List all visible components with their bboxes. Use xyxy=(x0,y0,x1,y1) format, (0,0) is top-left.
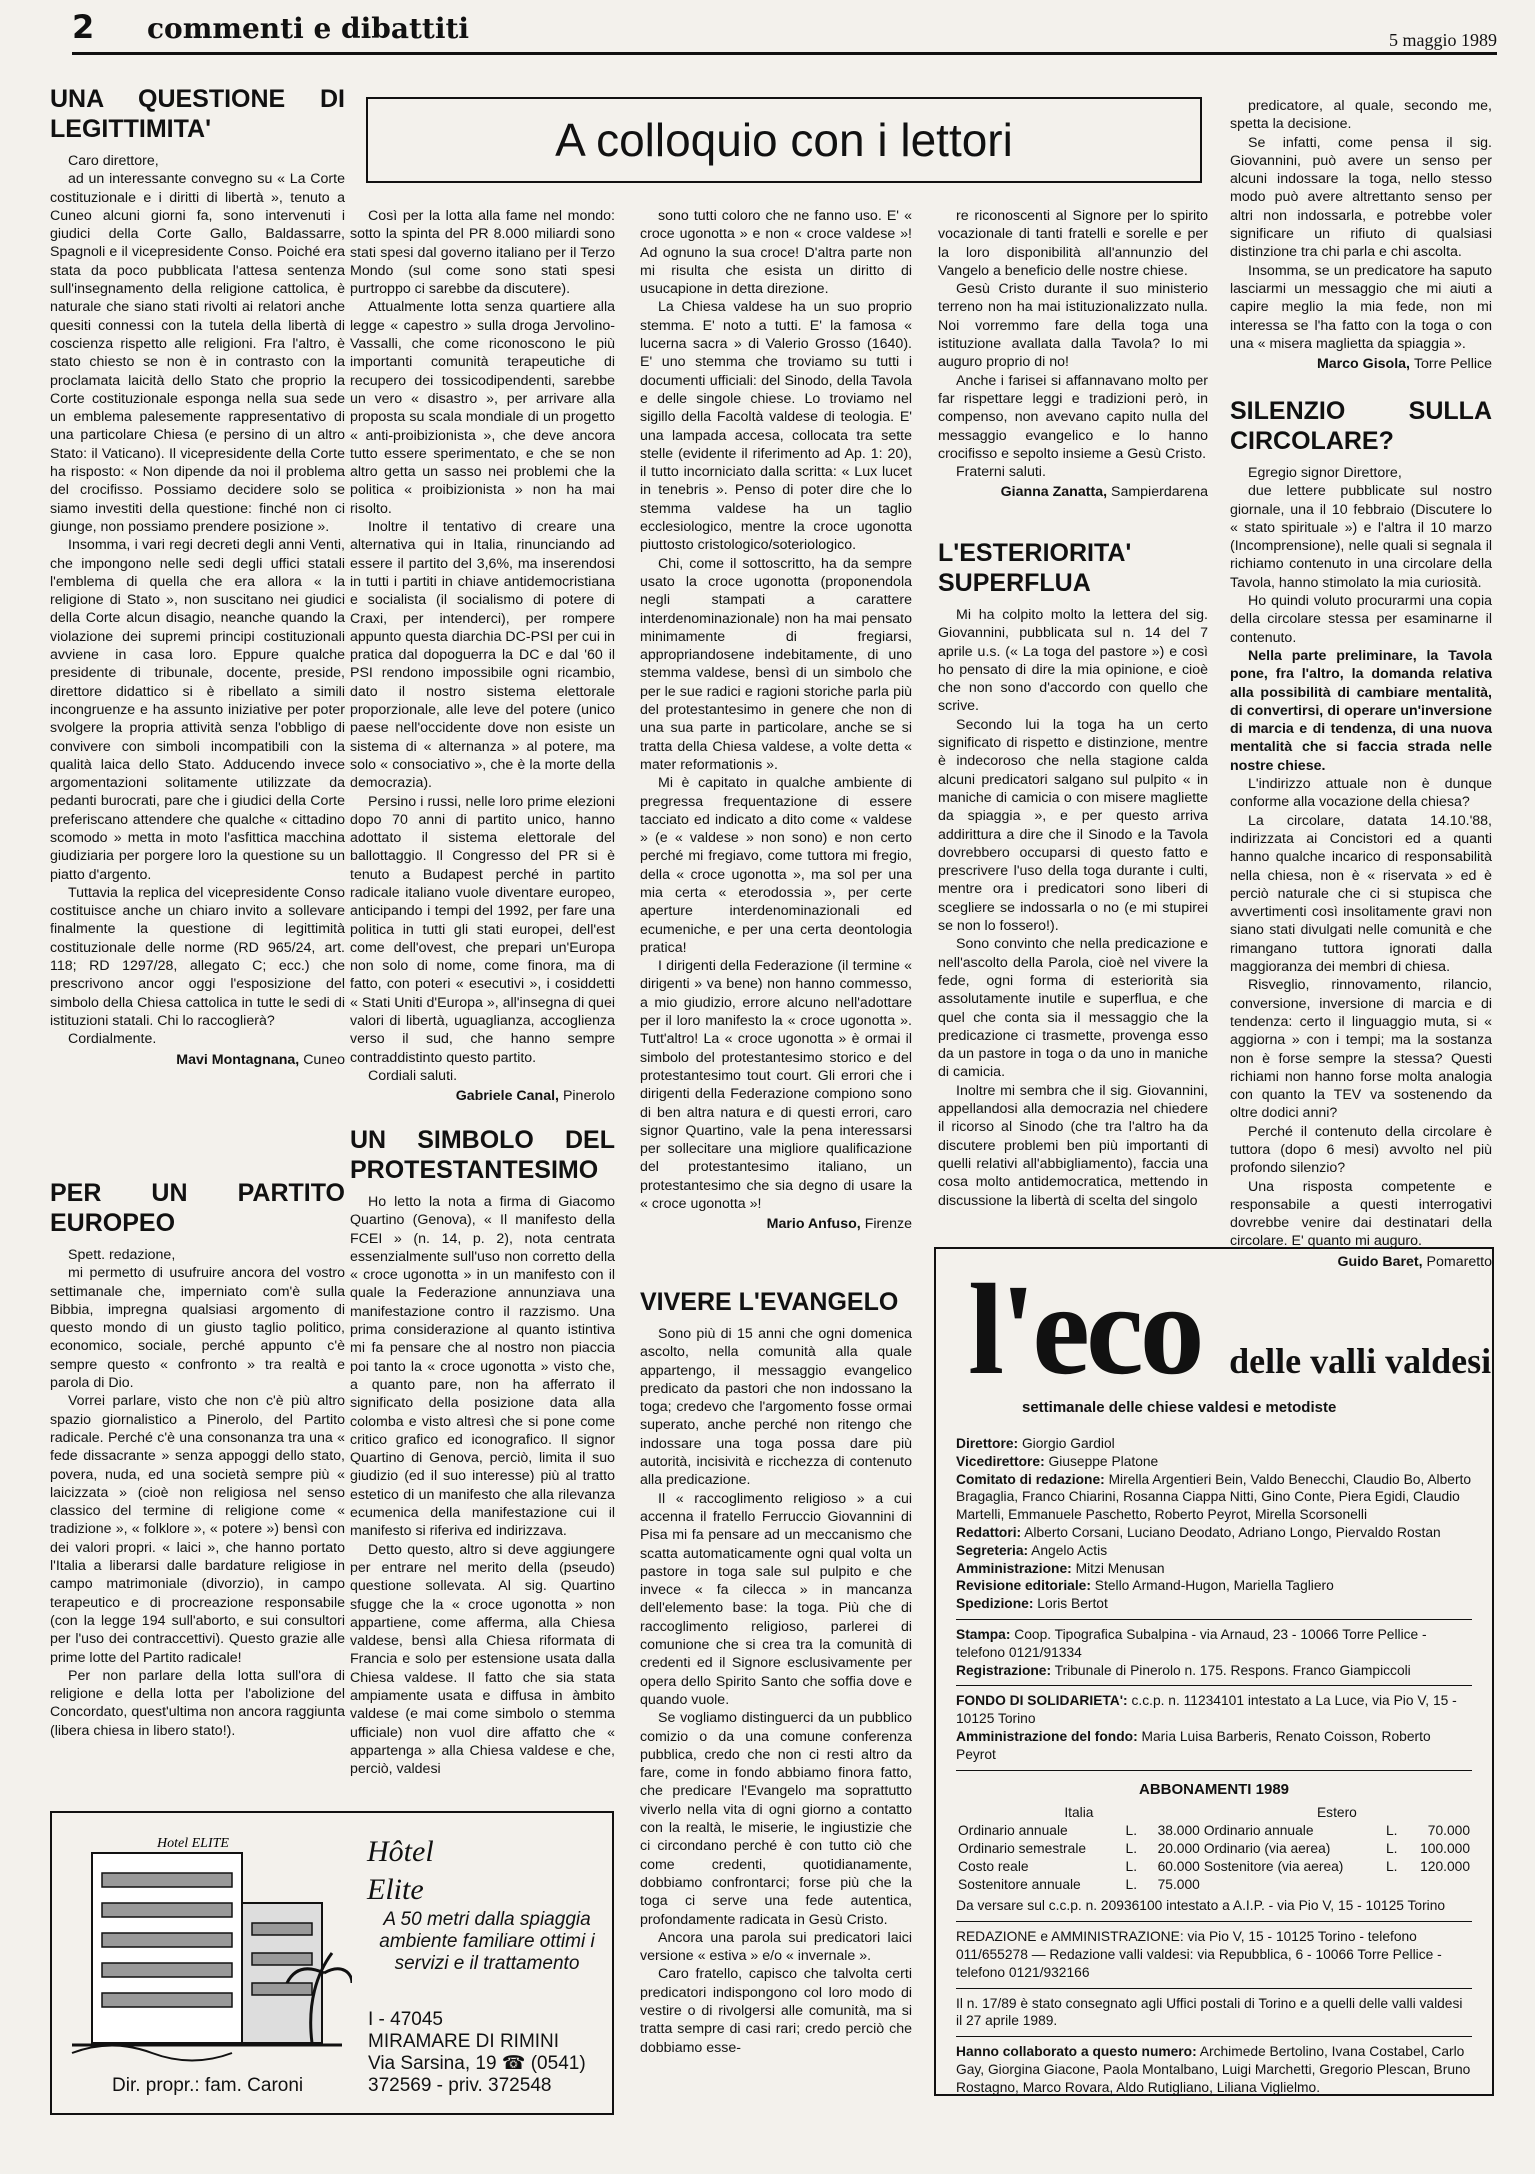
staff-label: Direttore: xyxy=(956,1436,1019,1451)
divider xyxy=(956,1685,1472,1686)
table-cell: 20.000 xyxy=(1157,1840,1200,1856)
staff-value: Alberto Corsani, Luciano Deodato, Adriano Longo, Piervaldo Rostan xyxy=(1024,1524,1441,1540)
signature: Gabriele Canal, Pinerolo xyxy=(455,1088,615,1105)
paragraph: predicatore, al quale, secondo me, spetta la decisione. xyxy=(1230,98,1492,133)
staff-label: Amministrazione: xyxy=(956,1560,1072,1576)
paragraph: Sono convinto che nella predicazione e nell'ascolto della Parola, cioè nel vivere la fede, ogni forma di esteriorità sia assolutamente inutile e superflua, e che quel che conta sia il messaggio che la predicazione ci trasmette, provenga esso da un pastore in toga o da uno in maniche di camicia. xyxy=(938,936,1208,1081)
article-esteriorita xyxy=(938,538,1208,1210)
divider xyxy=(956,1921,1472,1922)
paragraph: Caro direttore, xyxy=(68,153,159,169)
section-title: commenti e dibattiti xyxy=(147,12,470,45)
hotel-address xyxy=(368,2009,586,2097)
signature-town: Torre Pellice xyxy=(1413,356,1492,373)
signature-name: Marco Gisola xyxy=(1316,356,1407,373)
table-cell: L. xyxy=(1125,1876,1138,1892)
subscriptions-italy-head: Italia xyxy=(1064,1805,1094,1821)
paragraph: Perché il contenuto della circolare è tuttora (dopo 6 mesi) avvolto nel più profondo silenzio? xyxy=(1230,1123,1492,1177)
print-label: Registrazione: xyxy=(956,1662,1052,1678)
fund-label: Amministrazione del fondo: xyxy=(956,1728,1138,1744)
paragraph: I dirigenti della Federazione (il termine « dirigenti » va bene) non hanno commesso, a mio giudizio, errore alcuno nell'adottare per il loro manifesto la « croce ugonotta ». Tutt'altro! La « croce ugonotta » è ormai il simbolo del protestantesimo storico e del protestantesimo tout court. Gli errori che i dirigenti della Federazione compiono sono di ben altra natura e di questi errori, caro signor Quartino, vale la pena interessarsi per sollecitare una migliore qualificazione del protestantesimo italiano, un protestantesimo che sia degno di usare la « croce ugonotta »! xyxy=(640,958,912,1213)
staff-label: Spedizione: xyxy=(956,1596,1034,1612)
paragraph: re riconoscenti al Signore per lo spirito vocazionale di tanti fratelli e sorelle e per la loro disponibilità all'annunzio del Vangelo a beneficio delle nostre chiese. xyxy=(938,208,1208,279)
paragraph: Se vogliamo distinguerci da un pubblico comizio o da una comune conferenza pubblica, credo che non ci resti altro da fare, come in fondo abbiamo finora fatto, che predicare l'Evangelo ma soprattutto viverlo nella vita di ogni giorno a contatto con la realtà, le miserie, le ingiustizie che ci circondano perché è con tutto ciò che come credenti, quotidianamente, dobbiamo confrontarci; forse più che la toga ci serve una fede autentica, profondamente radicata in Gesù Cristo. xyxy=(640,1710,912,1928)
print-value: Tribunale di Pinerolo n. 175. Respons. Franco Giampiccoli xyxy=(1054,1662,1411,1678)
paragraph: Inoltre mi sembra che il sig. Giovannini, appellandosi alla democrazia nel chiedere il ricorso al Sinodo (che tra l'altro ha da discutere problemi ben più importanti di quelli relativi all'abbigliamento), faccia una cosa molto antidemocratica, mettendo in discussione la libertà di scelta del singolo xyxy=(938,1082,1208,1209)
paragraph: Egregio signor Direttore, xyxy=(1248,465,1402,481)
table-cell: L. xyxy=(1125,1858,1138,1874)
signature-town: Cuneo xyxy=(303,1051,345,1068)
paragraph: Insomma, i vari regi decreti degli anni Venti, che impongono nelle sedi degli uffici statali l'emblema di quella che era allora « la religione di Stato », non suscitano nei giudici della Corte alcun disagio, neanche quando la violazione dei supremi principi costituzionali avviene in casa loro. Eppure qualche presidente di tribunale, docente, preside, direttore didattico si è ribellato a simili incongruenze e ha assunto iniziative per poter svolgere la propria attività senza l'obbligo di convivere con simboli incompatibili con la qualità laica dello Stato. Adducendo invece argomentazioni solitamente utilizzate da pedanti burocrati, pare che i giudici della Corte preferiscano attendere che qualche « cittadino scomodo » metta in moto l'asfittica macchina giudiziaria per porgere loro la questione su un piatto d'argento. xyxy=(50,537,345,883)
paragraph: Ho quindi voluto procurarmi una copia della circolare stessa per esaminarne il contenuto. xyxy=(1230,593,1492,646)
table-cell: Costo reale xyxy=(958,1858,1029,1874)
table-cell: L. xyxy=(1385,1840,1398,1856)
hotel-phones: 372569 - priv. 372548 xyxy=(368,2075,552,2096)
paragraph: Risveglio, rinnovamento, rilancio, conversione, inversione di marcia e di tendenza: certo il linguaggio muta, si « aggiorna » con i tempi; ma la sostanza non è forse sempre la stessa? Questi richiami non hanno forse molta analogia con quanto la TEV va sostenendo da oltre dodici anni? xyxy=(1230,977,1492,1122)
divider xyxy=(956,1988,1472,1989)
article-body xyxy=(1230,464,1492,1251)
paragraph: Ho letto la nota a firma di Giacomo Quartino (Genova), « Il manifesto della FCEI » (n. 14, p. 2), nota centrata essenzialmente sull'uso non corretto della « croce ugonotta » in un manifesto con il quale la Federazione annunziava una manifestazione contro il razzismo. Una prima considerazione al quanto istintiva mi fa pensare che al nostro non piaccia poi tanto la « croce ugonotta » visto che, a quanto pare, non ha afferrato il significato della posizione data alla colomba e visto altresì che si pone come critico grafico ed iconografico. Il signor Quartino di Genova, perciò, limita il suo giudizio (ed il suo interesse) più al tratto estetico di un manifesto che alla rilevanza ecumenica della manifestazione cui il manifesto si riferiva ed indirizzava. xyxy=(350,1194,615,1540)
hotel-advertisement xyxy=(50,1811,614,2115)
hotel-name-line: Hôtel xyxy=(367,1835,434,1868)
hotel-postcode: I - 47045 xyxy=(368,2009,443,2030)
signature-town: Pomaretto xyxy=(1426,1253,1492,1270)
paragraph: Così per la lotta alla fame nel mondo: sotto la spinta del PR 8.000 miliardi sono stati spesi dal governo italiano per il Terzo Mondo (sul come sono stati spesi purtroppo ci sarebbe da discutere). xyxy=(350,208,615,298)
signature-name: Mavi Montagnana xyxy=(176,1051,296,1068)
table-row xyxy=(956,1858,1472,1876)
paragraph: Se infatti, come pensa il sig. Giovannini, può avere un senso per alcuni indossare la toga, nello stesso modo può avere altrettanto senso per altri non indossarla, e potrebbe voler significare un rifiuto di qualsiasi distinzione tra chi parla e chi ascolta. xyxy=(1230,134,1492,261)
paragraph: Il « raccoglimento religioso » a cui accenna il fratello Ferruccio Giovannini di Pisa mi fa pensare ad un meccanismo che scatta automaticamente ogni qual volta un pastore in toga sale sul pulpito e che invece « fa cilecca » in mancanza dell'elemento base: la toga. Più che di raccoglimento religioso, parlerei di comunione che si crea tra la comunità di credenti ed il Signore esclusivamente per opera dello Spirito Santo che soffia dove e quando vuole. xyxy=(640,1490,912,1708)
paragraph: mi permetto di usufruire ancora del vostro settimanale che, imperniato com'è sulla Bibbia, impregna qualsiasi argomento di questo mondo di un giusto taglio politico, economico, sociale, perché appunto c'è sempre questo « confronto » tra realtà e parola di Dio. xyxy=(50,1265,345,1392)
table-cell: Ordinario annuale xyxy=(1203,1823,1314,1839)
table-cell xyxy=(1404,1876,1472,1894)
fund-value: Maria Luisa Barberis, Renato Coisson, Roberto Peyrot xyxy=(956,1728,1431,1762)
paragraph: Sono più di 15 anni che ogni domenica ascolto, nella comunità alla quale appartengo, il messaggio evangelico predicato da pastori che non indossano la toga; credevo che l'argomento fosse ormai superato, anche perché non ritengo che indossare una toga possa dare più autorità, incisività e ricchezza di contenuto alla predicazione. xyxy=(640,1326,912,1489)
paragraph: Cordiali saluti. xyxy=(368,1067,458,1084)
article-simbolo-continued xyxy=(640,207,912,1234)
article-partito-europeo-continued xyxy=(350,207,615,1106)
paragraph: Secondo lui la toga ha un certo significato di rispetto e distinzione, mentre è indecoroso che nella stagione calda alcuni predicatori salgano sul pulpito « in maniche di camicia o con misere magliette da spiaggia », e per questo arriva addirittura a dire che il Sinodo e la Tavola dovrebbero occuparsi di questo fatto e prescrivere l'uso della toga durante i culti, mentre ora i predicatori sono liberi di scegliere se indossarla o no (e mi stupirei se non lo fossero!). xyxy=(938,716,1208,935)
table-row xyxy=(956,1840,1472,1858)
issue-date: 5 maggio 1989 xyxy=(1389,30,1497,50)
paragraph: Persino i russi, nelle loro prime elezioni dopo 70 anni di partito unico, hanno adottato il sistema elettorale del ballottaggio. Il Congresso del PR si è tenuto a Budapest perché in partito radicale italiano vuole diventare europeo, anticipando i tempi del 1992, per fare una politica in tutti gli stati europei, dell'est come dell'ovest, che prepari un'Europa non solo di nome, come finora, ma di fatto, con poteri « esecutivi », i cosiddetti « Stati Uniti d'Europa », all'insegna di quei valori di libertà, uguaglianza, accoglienza verso il sud, che hanno sempre contraddistinto questo partito. xyxy=(350,793,615,1066)
table-cell: Ordinario annuale xyxy=(958,1823,1068,1839)
table-cell: 38.000 xyxy=(1157,1823,1200,1839)
paragraph: Nella parte preliminare, la Tavola pone, fra l'altro, la domanda relativa alla possibilità di cambiare mentalità, di convertirsi, di operare un'inversione di marcia e di tendenza, di una nuova mentalità che si faccia strada nelle nostre chiese. xyxy=(1230,647,1492,774)
paragraph: due lettere pubblicate sul nostro giornale, una il 10 febbraio (Discutere lo « stato spirituale ») e l'altra il 10 marzo (Incomprensione), nelle quali si segnala il richiamo contenuto in una circolare della Tavola, hanno stimolato la mia curiosità. xyxy=(1230,483,1492,591)
hotel-owner: Dir. propr.: fam. Caroni xyxy=(112,2075,304,2096)
contributors-list: Archimede Bertolino, Ivana Costabel, Carlo Gay, Giorgina Giacone, Paola Montalbano, Luigi Marchetti, Gregorio Plescan, Bruno Rostagno, Marco Rovara, Aldo Rutigliano, Liliana Viglielmo. xyxy=(956,2044,1471,2095)
paragraph: Tuttavia la replica del vicepresidente Conso costituisce anche un chiaro invito a sollevare finalmente la questione di legittimità costituzionale delle norme (RD 965/24, art. 118; RD 1297/28, allegato C; ecc.) che prescrivono ancor oggi l'esposizione del simbolo della Chiesa cattolica in tutte le sedi di istituzioni statali. Chi lo raccoglierà? xyxy=(50,884,345,1029)
table-cell: L. xyxy=(1125,1823,1138,1839)
hotel-building-illustration xyxy=(62,1823,352,2073)
print-value: Coop. Tipografica Subalpina - via Arnaud, 23 - 10066 Torre Pellice - telefono 0121/91334 xyxy=(956,1626,1427,1660)
article-una-questione xyxy=(50,84,345,1069)
signature: Guido Baret, Pomaretto xyxy=(1337,1253,1492,1270)
table-cell: Ordinario semestrale xyxy=(958,1840,1087,1856)
section-banner: A colloquio con i lettori xyxy=(366,97,1202,183)
staff-label: Segreteria: xyxy=(956,1542,1029,1558)
staff-label: Revisione editoriale: xyxy=(956,1578,1091,1594)
colophon-box xyxy=(934,1247,1494,2096)
staff-value: Mirella Argentieri Bein, Valdo Benecchi, Claudio Bo, Alberto Bragaglia, Franco Chiarini, Rosanna Ciappa Nitti, Gino Conte, Piera Egidi, Claudio Martelli, Emmanuele Paschetto, Roberto Peyrot, Mirella Scorsonelli xyxy=(956,1471,1472,1523)
table-cell: Sostenitore annuale xyxy=(958,1876,1081,1892)
staff-value: Mitzi Menusan xyxy=(1075,1560,1165,1576)
table-cell: 100.000 xyxy=(1420,1840,1470,1856)
staff-label: Redattori: xyxy=(956,1524,1022,1540)
article-partito-europeo xyxy=(50,1178,345,1740)
staff-value: Giuseppe Platone xyxy=(1048,1453,1159,1469)
table-cell: L. xyxy=(1125,1840,1138,1856)
hotel-tagline: A 50 metri dalla spiaggia ambiente familiare ottimi i servizi e il trattamento xyxy=(379,1909,595,1974)
paragraph: Inoltre il tentativo di creare una alternativa qui in Italia, rinunciando ad essere il partito del 3,6%, ma inserendosi in tutti i partiti in chiave antidemocristiana e socialista (il socialismo di potere di Craxi, per intenderci), per rompere appunto questa diarchia DC-PSI per cui in pratica dal dopoguerra la DC e dal '60 il PSI rendono impossibile ogni ricambio, dato il nostro sistema elettorale proporzionale, alle leve del potere (unico paese nell'occidente dove non esiste un sistema di « alternanza » al potere, ma solo « consociativo », che è la morte della democrazia). xyxy=(350,519,615,792)
editorial-address: REDAZIONE e AMMINISTRAZIONE: via Pio V, 15 - 10125 Torino - telefono 011/655278 — Redazione valli valdesi: via Repubblica, 6 - 10066 Torre Pellice - telefono 0121/932166 xyxy=(956,1929,1442,1980)
fund-label: FONDO DI SOLIDARIETA': xyxy=(956,1693,1128,1709)
colophon-body xyxy=(956,1435,1472,2097)
paragraph: La circolare, datata 14.10.'88, indirizzata ai Concistori ed a quanti hanno qualche incarico di responsabilità nella chiesa, non è « riservata » ed è perciò naturale che ci si stupisca che avvertimenti così insolitamente gravi non siano stati divulgati nelle comunità e che rimangano tuttora ignorati dalla maggioranza dei membri di chiesa. xyxy=(1230,812,1492,976)
signature-name: Gianna Zanatta xyxy=(1000,484,1104,501)
paragraph: Gesù Cristo durante il suo ministerio terreno non ha mai istituzionalizzato nulla. Noi vorremmo fare della toga una istituzione avallata dalla Tavola? Io mi auguro proprio di no! xyxy=(938,281,1208,371)
paragraph: Mi ha colpito molto la lettera del sig. Giovannini, pubblicata sul n. 14 del 7 aprile u.s. (« La toga del pastore ») e così ho pensato di dire la mia opinione, e cioè che non sono d'accordo con quello che scrive. xyxy=(938,607,1208,715)
newspaper-subtitle: settimanale delle chiese valdesi e metodiste xyxy=(1022,1399,1337,1416)
article-vivere-evangelo xyxy=(640,1287,912,2057)
paragraph: Cordialmente. xyxy=(68,1031,157,1048)
signature: Gianna Zanatta, Sampierdarena xyxy=(1000,484,1208,501)
delivery-notice: Il n. 17/89 è stato consegnato agli Uffici postali di Torino e a quelli delle valli valdesi il 27 aprile 1989. xyxy=(956,1995,1463,2029)
paragraph: La Chiesa valdese ha un suo proprio stemma. E' noto a tutti. E' la famosa « lucerna sacra » di Valerio Grosso (1640). E' uno stemma che troviamo su tutti i documenti ufficiali: del Sinodo, della Tavola e delle singole chiese. Lo troviamo nel sigillo della Facoltà valdese di teologia. E' una lampada accesa, collocata tra sette stelle (evidente il riferimento ad Ap. 1: 20), il tutto incorniciato dalla scritta: « Lux lucet in tenebris ». Penso di poter dire che lo stemma valdese ha un taglio ecclesiologico, mentre la croce ugonotta piuttosto cristologico/soteriologico. xyxy=(640,299,912,554)
subscriptions-table xyxy=(956,1804,1472,1893)
divider xyxy=(956,1619,1472,1620)
signature-name: Gabriele Canal xyxy=(455,1088,556,1105)
table-cell: L. xyxy=(1385,1823,1398,1839)
table-row xyxy=(956,1876,1472,1894)
contributors xyxy=(956,2043,1472,2096)
article-esteriorita-continued xyxy=(1230,97,1492,373)
signature-town: Pinerolo xyxy=(562,1088,615,1105)
signature-name: Mario Anfuso xyxy=(766,1216,857,1233)
paragraph: Ancora una parola sui predicatori laici versione « estiva » e/o « invernale ». xyxy=(640,1929,912,1965)
payment-info: Da versare sul c.c.p. n. 20936100 intestato a A.I.P. - via Pio V, 15 - 10125 Torino xyxy=(956,1898,1446,1914)
table-cell xyxy=(1384,1876,1404,1894)
table-row xyxy=(956,1822,1472,1840)
article-headline: L'ESTERIORITA' SUPERFLUA xyxy=(938,539,1132,597)
paragraph: Attualmente lotta senza quartiere alla legge « capestro » sulla droga Jervolino-Vassalli, che come riconoscono le più importanti comunità terapeutiche di recupero dei tossicodipendenti, sarebbe un vero « disastro », per arrivare alla proposta su scala mondiale di un progetto « anti-proibizionista », che deve ancora tutto essere sperimentato, e che se non altro getta un sasso nei problemi che la politica « proibizionista » non ha mai risolto. xyxy=(350,299,615,517)
paragraph: Caro fratello, capisco che talvolta certi predicatori indispongono col loro modo di vestire o di rivolgersi alle comunità, ma si tratta sempre di casi rari; credo perciò che dobbiamo esse- xyxy=(640,1966,912,2056)
article-body xyxy=(50,1246,345,1740)
hotel-sign-text: Hotel ELITE xyxy=(157,1836,229,1851)
paragraph: Per non parlare della lotta sull'ora di religione e della lotta per l'abolizione del Concordato, quest'ultima non ancora raggiunta (libera chiesa in libero stato!). xyxy=(50,1667,345,1739)
divider xyxy=(956,2036,1472,2037)
signature: Mario Anfuso, Firenze xyxy=(766,1216,912,1233)
contributors-label: Hanno collaborato a questo numero: xyxy=(956,2044,1197,2060)
paragraph: Una risposta competente e responsabile a questi interrogativi dovrebbe venire dai destinatari della circolare. E' quanto mi auguro. xyxy=(1230,1178,1492,1250)
signature-name: Guido Baret xyxy=(1337,1253,1419,1270)
hotel-name-line: Elite xyxy=(367,1873,424,1906)
table-cell: 120.000 xyxy=(1420,1858,1470,1874)
article-body xyxy=(350,1193,615,1779)
page-header xyxy=(72,8,1497,55)
fund-value: c.c.p. n. 11234101 intestato a La Luce, via Pio V, 15 - 10125 Torino xyxy=(956,1693,1457,1727)
article-silenzio xyxy=(1230,396,1492,1271)
hotel-city: MIRAMARE DI RIMINI xyxy=(368,2031,560,2052)
signature-town: Firenze xyxy=(864,1216,912,1233)
staff-list xyxy=(956,1435,1472,1613)
subscriptions-title: ABBONAMENTI 1989 xyxy=(1138,1780,1290,1798)
print-label: Stampa: xyxy=(956,1626,1011,1642)
paragraph: Mi è capitato in qualche ambiente di pregressa frequentazione di essere tacciato ed indicato a dito come « valdese » (e « valdese » non sono) e non certo perché mi fregiavo, come tuttora mi fregio, della « croce ugonotta », ma sol per una mia certa « eterodossia », per certe aperture interdenominazionali ed ecumeniche, e per una certa deontologia pratica! xyxy=(640,775,912,956)
staff-label: Comitato di redazione: xyxy=(956,1471,1105,1487)
paragraph: Detto questo, altro si deve aggiungere per entrare nel merito della (pseudo) questione sollevata. Al sig. Quartino sfugge che la « croce ugonotta » non appartiene, come afferma, alla Chiesa valdese, bensì alla Chiesa riformata di Francia e solo per estensione usata dalla Chiesa valdese. Il fatto che sia stata ampiamente usata e diffusa in àmbito valdese (e mai come simbolo o stemma ufficiale) non vuol dire affatto che « appartenga » alla Chiesa valdese e che, perciò, valdesi xyxy=(350,1541,615,1778)
article-headline: UN SIMBOLO DEL PROTESTANTESIMO xyxy=(350,1126,615,1184)
table-cell: 70.000 xyxy=(1427,1823,1470,1839)
table-cell: 75.000 xyxy=(1157,1876,1200,1892)
paragraph: Fraterni saluti. xyxy=(956,464,1046,481)
table-cell: Sostenitore (via aerea) xyxy=(1203,1858,1344,1874)
table-cell: 60.000 xyxy=(1157,1858,1200,1874)
paragraph: Spett. redazione, xyxy=(68,1247,176,1263)
article-vivere-evangelo-continued xyxy=(938,207,1208,502)
article-body xyxy=(938,606,1208,1210)
subscriptions-abroad-head: Estero xyxy=(1316,1805,1357,1821)
table-cell: Ordinario (via aerea) xyxy=(1203,1840,1331,1856)
staff-value: Loris Bertot xyxy=(1037,1596,1108,1612)
paragraph: ad un interessante convegno su « La Corte costituzionale e i diritti di libertà », tenuto a Cuneo alcuni giorni fa, sono intervenuti i giudici della Corte Gallo, Baldassarre, Spagnoli e il vicepresidente Conso. Poiché era stata da poco pubblicata l'attesa sentenza sull'insegnamento della religione cattolica, è naturale che siano stati rivolti ai relatori anche quesiti connessi con la tutela della libertà di coscienza rispetto alle religioni. Fra l'altro, è stato chiesto se non è in contrasto con la proclamata laicità dello Stato che proprio la Corte costituzionale esponga nella sua sede un emblema palesemente rappresentativo di una particolare Chiesa (e persino di un altro Stato: il Vaticano). Il vicepresidente della Corte ha risposto: « Non dipende da noi il problema del crocifisso. Possiamo decidere solo se siamo investiti della questione: finché non ci giunge, non possiamo prendere posizione ». xyxy=(50,171,345,535)
article-headline: UNA QUESTIONE DI LEGITTIMITA' xyxy=(50,85,345,143)
logo-main: l'eco xyxy=(968,1258,1201,1402)
staff-label: Vicedirettore: xyxy=(956,1453,1045,1469)
paragraph: Chi, come il sottoscritto, ha da sempre usato la croce ugonotta (proponendola negli stampati a carattere interdenominazionale) non ha mai pensato minimamente di fregiarsi, appropriandosene indebitamente, di uno stemma valdese, bensì di un simbolo che per le sue radici e ragioni storiche parla più del protestantesimo in genere che non di una sua parte in particolare, anche se si tratta della Chiesa valdese, a volte detta « mater reformationis ». xyxy=(640,555,912,773)
signature-town: Sampierdarena xyxy=(1110,484,1208,501)
article-simbolo xyxy=(350,1125,615,1779)
paragraph: Vorrei parlare, visto che non c'è più altro spazio giornalistico a Pinerolo, del Partito radicale. Perché c'è una consonanza tra una « fede dissacrante » senza appoggi dello stato, povera, nuda, ed una società sempre più « laicizzata » (cioè non religiosa nel senso classico del termine di religione come « tradizione », « folklore », « potere ») bensì con dei valori propri. « laici », che hanno portato l'Italia a liberarsi dalle bardature religiose in campo matrimoniale (divorzio), in campo terapeutico e di procreazione responsabile (con la legge 194 sull'aborto, e sui consultori per l'uso dei contraccettivi). Questo grazie alle prime lotte del Partito radicale! xyxy=(50,1393,345,1666)
table-cell xyxy=(1202,1876,1384,1894)
article-headline: VIVERE L'EVANGELO xyxy=(640,1288,899,1316)
hotel-name xyxy=(367,1833,434,1909)
article-headline: SILENZIO SULLA CIRCOLARE? xyxy=(1230,397,1492,455)
paragraph: Insomma, se un predicatore ha saputo lasciarmi un messaggio che mi aiuti a capire meglio la mia fede, non mi interessa se l'ha fatto con la toga o con una « misera maglietta da spiaggia ». xyxy=(1230,262,1492,352)
paragraph: L'indirizzo attuale non è dunque conforme alla vocazione della chiesa? xyxy=(1230,776,1492,811)
paragraph: Anche i farisei si affannavano molto per far rispettare leggi e tradizioni però, in compenso, non avevano capito nulla del messaggio evangelico e lo hanno crocifisso e sepolto insieme a Gesù Cristo. xyxy=(938,372,1208,462)
hotel-street: Via Sarsina, 19 ☎ (0541) xyxy=(368,2053,586,2074)
paragraph: sono tutti coloro che ne fanno uso. E' « croce ugonotta » e non « croce valdese »! Ad ognuno la sua croce! D'altra parte non mi risulta che esista un diritto di usucapione in detta direzione. xyxy=(640,208,912,298)
article-headline: PER UN PARTITO EUROPEO xyxy=(50,1179,345,1237)
divider xyxy=(956,1770,1472,1771)
staff-value: Angelo Actis xyxy=(1031,1542,1108,1558)
staff-value: Stello Armand-Hugon, Mariella Tagliero xyxy=(1094,1578,1334,1594)
staff-value: Giorgio Gardiol xyxy=(1021,1436,1115,1451)
article-body xyxy=(640,1325,912,2057)
signature: Mavi Montagnana, Cuneo xyxy=(176,1051,345,1068)
page-number: 2 xyxy=(72,8,95,46)
article-body xyxy=(50,152,345,1049)
signature: Marco Gisola, Torre Pellice xyxy=(1316,356,1492,373)
logo-sub: delle valli valdesi xyxy=(1229,1341,1492,1381)
table-cell: L. xyxy=(1385,1858,1398,1874)
